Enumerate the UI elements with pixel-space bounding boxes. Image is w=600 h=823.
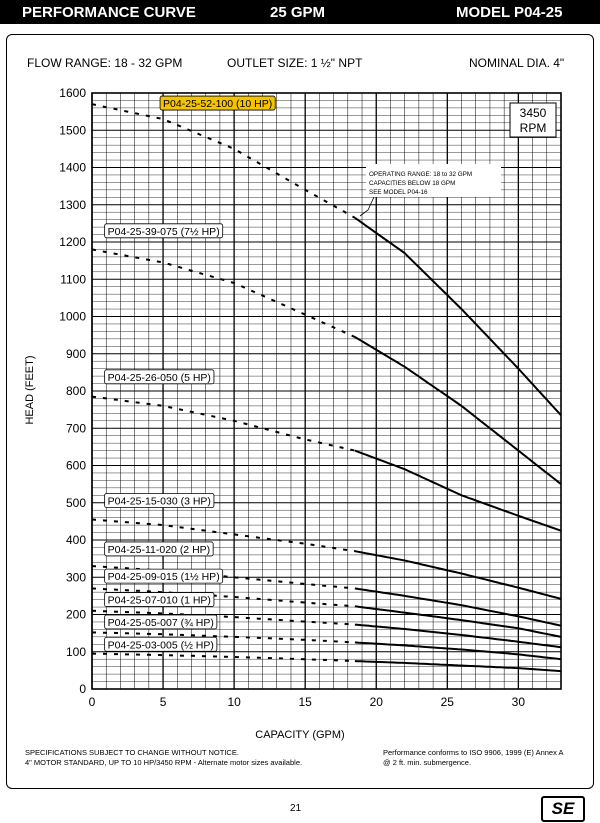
operating-note-line-3: SEE MODEL P04-16 [369,189,428,196]
curve-solid-7 [355,642,561,659]
curve-solid-3 [355,551,561,599]
y-tick-label: 800 [65,384,86,398]
operating-note-line-1: OPERATING RANGE: 18 to 32 GPM [369,171,473,178]
footer-left-line-1: SPECIFICATIONS SUBJECT TO CHANGE WITHOUT NOTICE. [25,748,239,757]
header-model: MODEL P04-25 [456,4,563,21]
curve-label-text: P04-25-26-050 (5 HP) [107,371,211,384]
curve-label-text: P04-25-05-007 (¾ HP) [107,616,214,629]
curve-dashed-8 [92,654,355,662]
curve-label-text: P04-25-11-020 (2 HP) [107,543,211,556]
curve-label-text: P04-25-39-075 (7½ HP) [107,225,220,238]
y-tick-label: 1100 [60,272,86,287]
curve-label-text: P04-25-52-100 (10 HP) [163,98,273,111]
curve-label-text: P04-25-07-010 (1 HP) [107,594,211,607]
y-tick-label: 0 [79,682,86,696]
curve-label-8 [105,637,217,651]
footer-left-line-2: 4" MOTOR STANDARD, UP TO 10 HP/3450 RPM - Alternate motor sizes available. [25,758,303,767]
y-tick-label: 1500 [59,123,86,138]
header-flow: 25 GPM [270,4,326,21]
curve-label-0 [160,96,275,110]
y-tick-label: 100 [65,644,86,659]
y-tick-label: 600 [65,458,86,473]
curve-dashed-2 [92,397,355,451]
y-tick-label: 1400 [59,160,86,175]
curve-label-text: P04-25-03-005 (½ HP) [107,639,214,652]
curve-label-6 [105,593,214,607]
y-tick-label: 1600 [59,86,86,100]
x-tick-label: 0 [88,695,96,709]
y-tick-label: 900 [65,346,86,361]
curve-label-5 [105,569,223,583]
x-tick-label: 15 [298,695,312,709]
y-tick-label: 300 [65,570,86,585]
x-axis-label: CAPACITY (GPM) [255,729,345,741]
curve-dashed-0 [92,104,355,218]
operating-note-line-2: CAPACITIES BELOW 18 GPM [369,180,456,187]
y-axis-label: HEAD (FEET) [24,355,36,425]
curve-label-4 [105,542,214,556]
curve-solid-5 [355,606,561,637]
y-tick-label: 500 [65,495,86,510]
y-tick-label: 400 [65,533,86,547]
x-tick-label: 5 [159,695,167,709]
operating-note [360,164,501,216]
curve-label-7 [105,615,217,629]
brand-logo: SE [541,796,585,822]
x-tick-label: 10 [227,695,241,709]
footer-right-line-2: @ 2 ft. min. submergence. [383,758,472,767]
y-tick-label: 1300 [59,197,86,212]
rpm-box [510,103,556,137]
nominal-dia: NOMINAL DIA. 4" [469,56,565,70]
y-tick-label: 700 [65,421,86,436]
y-tick-label: 1200 [59,235,86,249]
flow-range: FLOW RANGE: 18 - 32 GPM [27,56,183,70]
x-tick-label: 30 [511,695,526,709]
rpm-value: 3450 [519,106,547,120]
y-tick-label: 200 [65,607,86,622]
x-tick-label: 25 [440,695,454,709]
page-number: 21 [290,803,302,814]
header-title: PERFORMANCE CURVE [22,4,196,21]
curve-label-text: P04-25-15-030 (3 HP) [107,495,211,508]
footer-left [25,748,302,768]
curve-label-1 [105,224,223,238]
curve-solid-2 [355,451,561,531]
y-tick-label: 1000 [59,309,86,324]
curve-label-2 [105,370,214,384]
curve-label-3 [105,493,214,507]
footer-right-line-1: Performance conforms to ISO 9906, 1999 (E) Annex A [383,748,564,757]
x-tick-label: 20 [369,695,383,709]
curve-labels [105,96,276,651]
curve-label-text: P04-25-09-015 (1½ HP) [107,571,220,584]
footer-right [383,748,564,768]
curve-solid-8 [355,661,561,671]
rpm-unit: RPM [519,121,547,135]
outlet-size: OUTLET SIZE: 1 ½" NPT [227,56,363,70]
